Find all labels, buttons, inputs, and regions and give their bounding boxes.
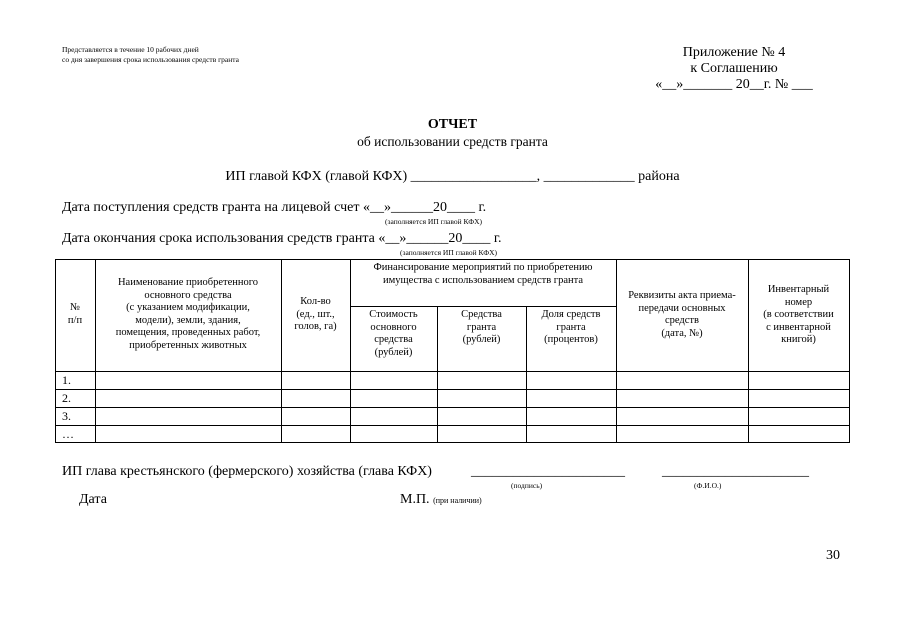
end-date-note: (заполняется ИП главой КФХ) (400, 248, 498, 257)
stamp-area (400, 491, 482, 509)
page-number: 30 (826, 548, 840, 563)
report-table (55, 259, 850, 443)
header-financing: Финансирование мероприятий по приобретению имущества с использованием средств гранта (373, 262, 593, 286)
appendix-title: Приложение № 4 (682, 45, 786, 60)
appendix-block (648, 45, 820, 93)
stamp-label: М.П. (400, 492, 430, 507)
header-transfer-act: Реквизиты акта приема- передачи основных средств (дата, №) (628, 290, 736, 339)
recipient-line: ИП главой КФХ (главой КФХ) __________________, _____________ района (225, 169, 680, 184)
header-grant-share: Доля средств гранта (процентов) (541, 309, 601, 345)
row-number-ellipsis: … (62, 427, 74, 441)
name-line: _____________________ (662, 464, 809, 479)
date-label: Дата (79, 492, 107, 507)
report-subtitle: об использовании средств гранта (357, 134, 548, 149)
appendix-agreement: к Соглашению (690, 61, 778, 76)
report-title: ОТЧЕТ (427, 117, 478, 132)
signature-label: ИП глава крестьянского (фермерского) хозяйства (глава КФХ) (62, 464, 432, 479)
row-number-3: 3. (62, 409, 71, 423)
receipt-date-note: (заполняется ИП главой КФХ) (385, 217, 483, 226)
header-number: № п/п (67, 302, 83, 326)
stamp-note: (при наличии) (433, 496, 482, 505)
row-number-1: 1. (62, 373, 71, 387)
signature-line: ______________________ (471, 464, 625, 479)
submission-note (62, 45, 239, 65)
appendix-date-number: «__»_______ 20__г. № ___ (655, 77, 813, 92)
header-grant-funds: Средства гранта (рублей) (461, 309, 502, 345)
signature-note: (подпись) (511, 481, 543, 490)
submission-note-line1: Представляется в течение 10 рабочих дней (62, 45, 199, 54)
end-date-label: Дата окончания срока использования средств гранта «__»______20____ г. (62, 231, 502, 246)
header-asset-cost: Стоимость основного средства (рублей) (369, 309, 418, 358)
header-inventory-number: Инвентарный номер (в соответствии с инвентарной книгой) (763, 284, 834, 345)
header-asset-name: Наименование приобретенного основного средства (с указанием модификации, модели), земли, здания, помещения, проведенных работ, приобретенных животных (115, 277, 261, 351)
name-note: (Ф.И.О.) (694, 481, 722, 490)
submission-note-line2: со дня завершения срока использования средств гранта (62, 55, 239, 64)
header-quantity: Кол-во (ед., шт., голов, га) (294, 296, 337, 332)
receipt-date-label: Дата поступления средств гранта на лицевой счет «__»______20____ г. (62, 200, 487, 215)
row-number-2: 2. (62, 391, 71, 405)
